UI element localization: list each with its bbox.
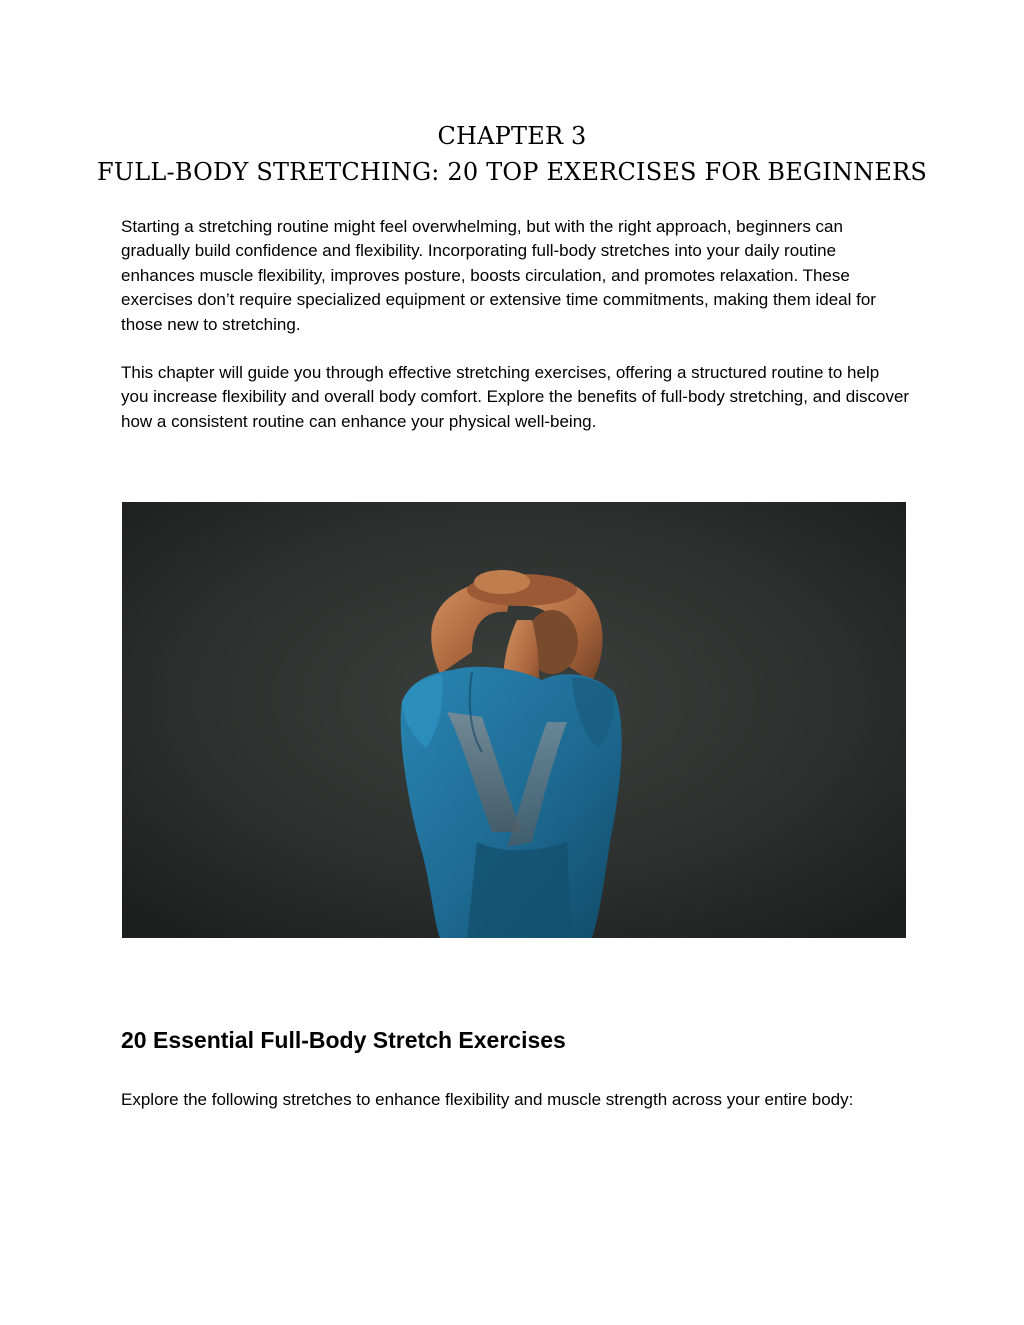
- intro-paragraph-2: This chapter will guide you through effective stretching exercises, offering a structured routine to help you increase flexibility and overall body comfort. Explore the benefits of full-body stretching, and discover how a consistent routine can enhance your physical well-being.: [121, 363, 910, 431]
- stretching-photo: [122, 502, 906, 938]
- chapter-title: FULL-BODY STRETCHING: 20 TOP EXERCISES FOR BEGINNERS: [96, 158, 927, 186]
- intro-paragraph-1: Starting a stretching routine might feel overwhelming, but with the right approach, beginners can gradually build confidence and flexibility. Incorporating full-body stretches into your daily routine enhances muscle flexibility, improves posture, boosts circulation, and promotes relaxation. These exercises don’t require specialized equipment or extensive time commitments, making them ideal for those new to stretching.: [121, 217, 876, 334]
- section-heading: 20 Essential Full-Body Stretch Exercises: [121, 1027, 566, 1053]
- chapter-label: CHAPTER 3: [437, 122, 587, 150]
- section-paragraph: Explore the following stretches to enhance flexibility and muscle strength across your entire body:: [121, 1090, 854, 1109]
